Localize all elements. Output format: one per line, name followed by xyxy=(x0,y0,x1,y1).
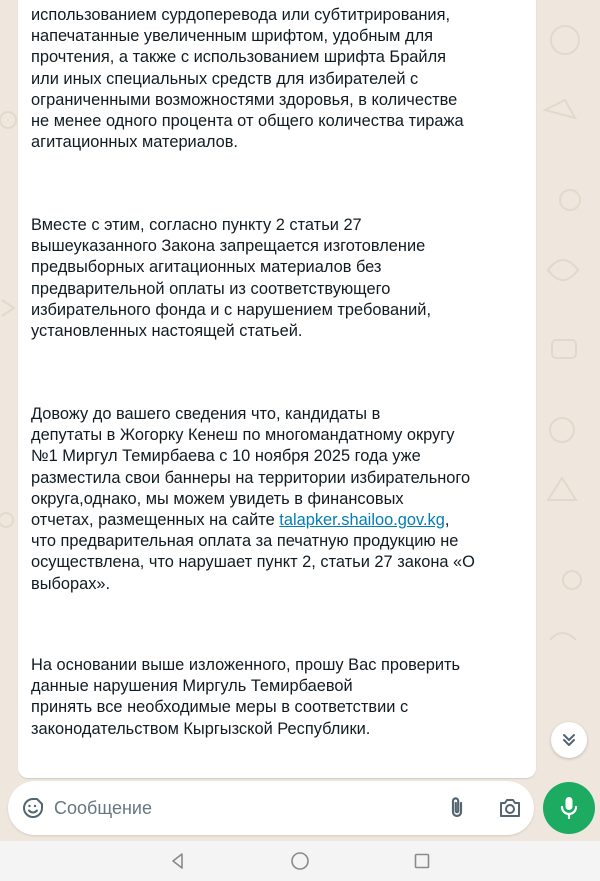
website-link[interactable]: talapker.shailoo.gov.kg xyxy=(279,511,445,530)
message-composer xyxy=(8,781,534,835)
attach-button[interactable] xyxy=(444,795,470,821)
message-paragraph-2: Вместе с этим, согласно пункту 2 статьи 27 вышеуказанного Закона запрещается изготовление предвыборных агитационных материалов без предварительной оплаты из соответствующего избирательного фонда и с нарушением требований, установленных настоящей статьей. xyxy=(31,216,432,341)
camera-icon xyxy=(497,796,523,820)
recents-square-icon xyxy=(413,852,431,870)
message-paragraph-3 xyxy=(31,404,531,595)
paperclip-icon xyxy=(446,796,468,820)
voice-message-button[interactable] xyxy=(543,782,595,834)
nav-back-button[interactable] xyxy=(166,849,190,873)
message-paragraph-4: На основании выше изложенного, прошу Вас проверить данные нарушения Миргуль Темирбаевой принять все необходимые меры в соответствии с законодательством Кыргызской Республики. xyxy=(31,656,461,738)
scroll-to-bottom-button[interactable] xyxy=(551,722,587,758)
message-paragraph-3-start: Довожу до вашего сведения что, кандидаты в депутаты в Жогорку Кенеш по многомандатному округу №1 Миргул Темирбаева с 10 ноября 2025 года уже разместила свои баннеры на территории избирательного округа,однако, мы можем увидеть в финансовых отчетах, размещенных на сайте xyxy=(31,405,471,530)
emoji-button[interactable] xyxy=(20,795,46,821)
message-input[interactable] xyxy=(54,794,404,822)
system-navigation-bar xyxy=(0,841,600,881)
microphone-icon xyxy=(558,795,580,821)
back-triangle-icon xyxy=(169,852,187,870)
double-chevron-down-icon xyxy=(560,731,578,749)
message-paragraph-3-end: , что предварительная оплата за печатную продукцию не осуществлена, что нарушает пункт 2, статьи 27 закона «О выборах». xyxy=(31,511,475,593)
nav-recents-button[interactable] xyxy=(410,849,434,873)
message-paragraph-1: использованием сурдоперевода или субтитрирования, напечатанные увеличенным шрифтом, удобным для прочтения, а также с использованием шрифта Брайля или иных специальных средств для избирателей с ограниченными возможностями здоровья, в количестве не менее одного процента от общего количества тиража агитационных материалов. xyxy=(31,6,464,152)
nav-home-button[interactable] xyxy=(288,849,312,873)
camera-button[interactable] xyxy=(496,795,524,821)
home-circle-icon xyxy=(290,851,310,871)
emoji-icon xyxy=(21,796,45,820)
